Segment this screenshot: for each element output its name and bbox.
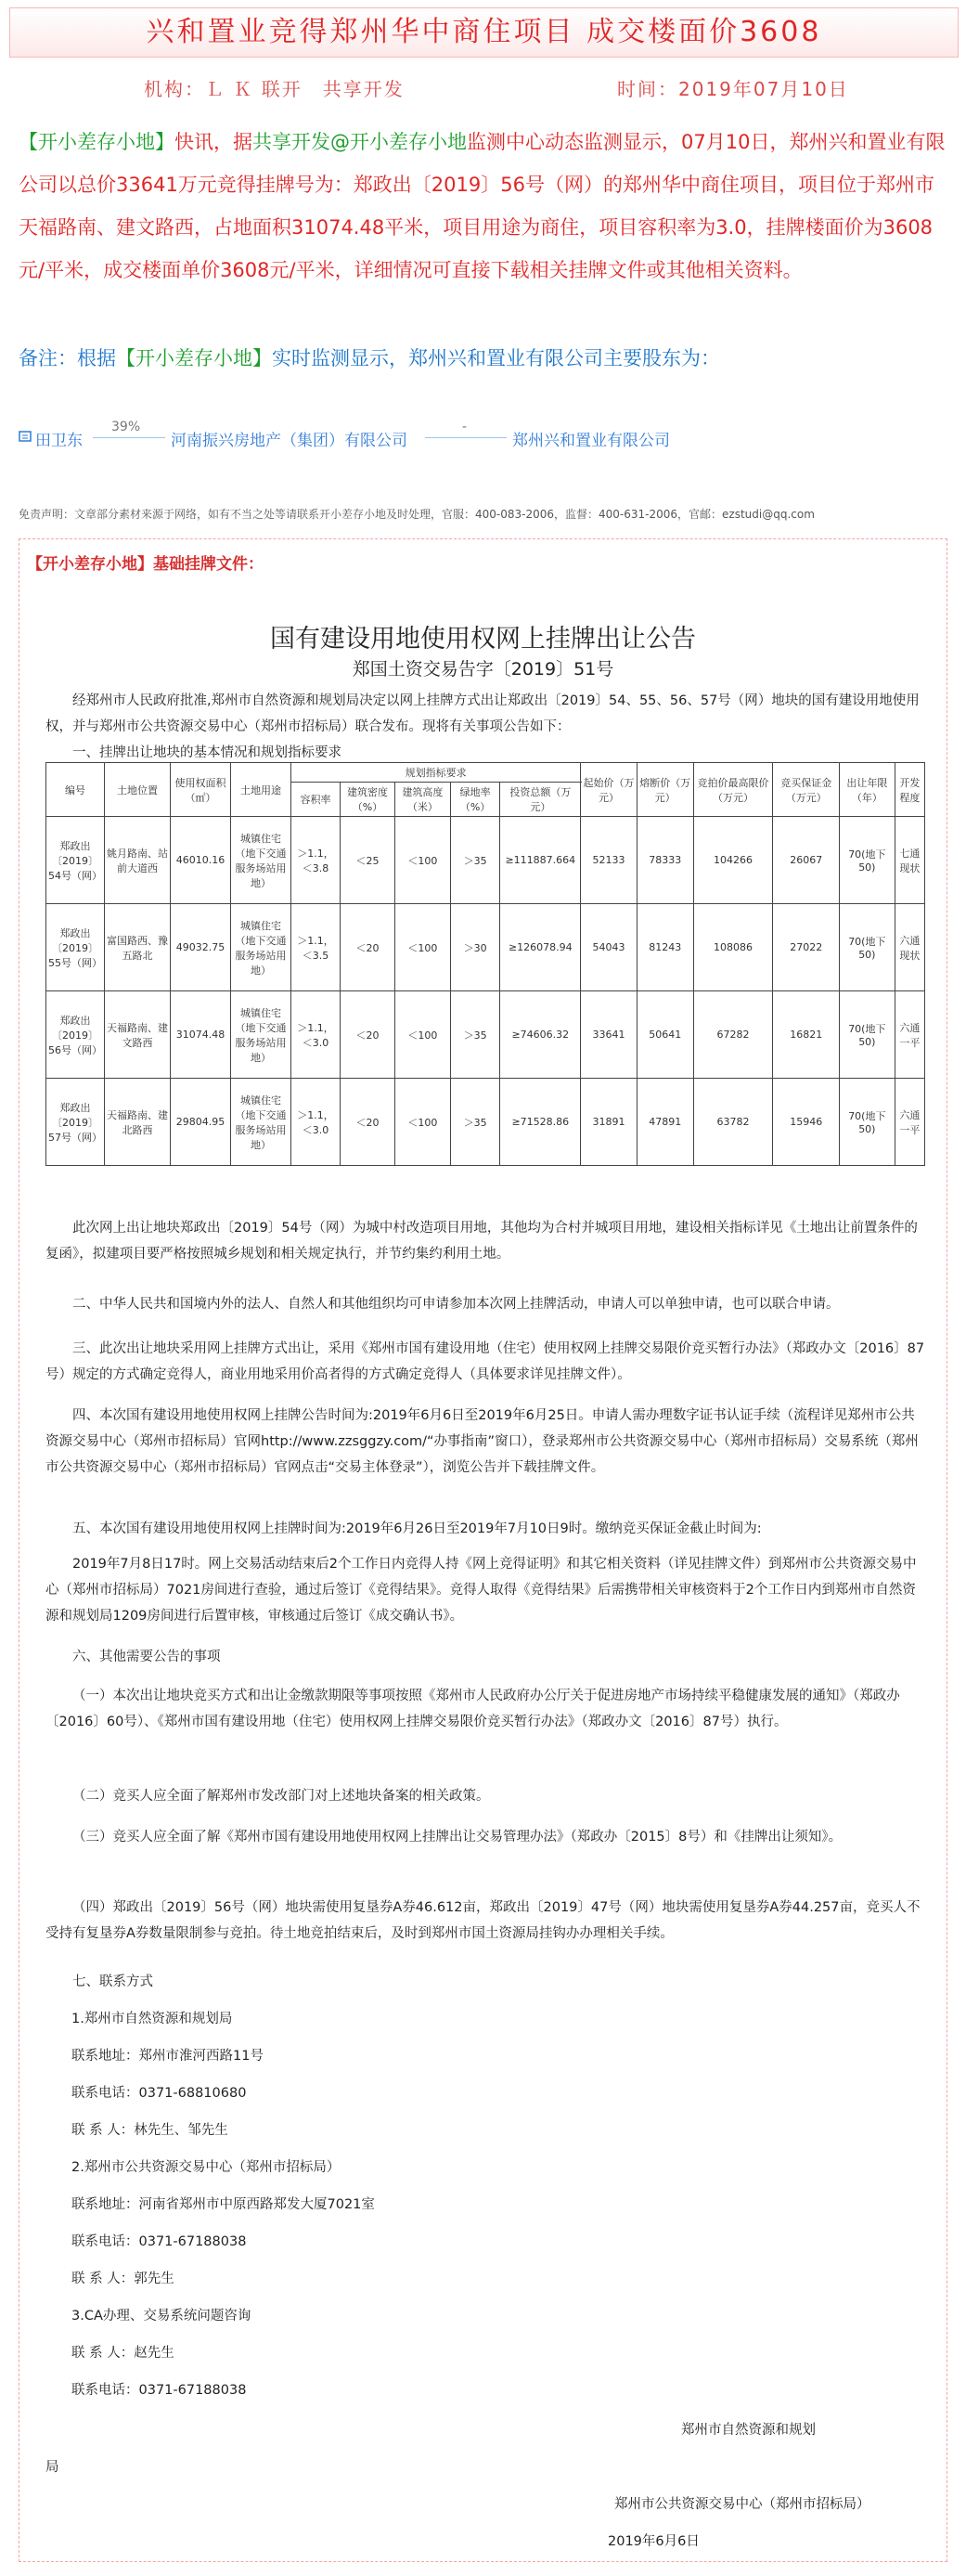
chain-connector: [93, 437, 165, 438]
cell: 郑政出〔2019〕57号（网）: [46, 1079, 105, 1166]
contact-line: 1.郑州市自然资源和规划局: [71, 2012, 233, 2026]
cell: 49032.75: [171, 904, 231, 991]
table-row: [46, 904, 925, 991]
signature-org-2: 郑州市公共资源交易中心（郑州市招标局）: [614, 2497, 870, 2512]
contact-line: 3.CA办理、交易系统问题咨询: [71, 2309, 251, 2324]
share-percent: 39%: [111, 420, 141, 434]
meta-org: 机构：Ｌ Ｋ 联开 共享开发: [144, 78, 405, 100]
signature-org-1: 郑州市自然资源和规划: [681, 2423, 816, 2438]
news-intro: [19, 121, 951, 291]
cell: 城镇住宅（地下交通服务场站用地）: [231, 991, 291, 1079]
cell: 郑政出〔2019〕55号（网）: [46, 904, 105, 991]
cell: 27022: [773, 904, 840, 991]
cell: 六通一平: [895, 1079, 924, 1166]
th-density: 建筑密度（%）: [340, 783, 394, 817]
chain-icon: [19, 429, 32, 447]
th-height: 建筑高度（米）: [395, 783, 451, 817]
cell: 70(地下50): [840, 1079, 895, 1166]
cell: ≥111887.664: [500, 817, 581, 904]
cell: 天福路南、建文路西: [105, 991, 171, 1079]
cell: ＜100: [395, 991, 451, 1079]
cell: 50641: [637, 991, 693, 1079]
doc-paragraph: （三）竞买人应全面了解《郑州市国有建设用地使用权网上挂牌出让交易管理办法》（郑政办〔2015〕8号）和《挂牌出让须知》。: [72, 1830, 843, 1845]
cell: 33641: [581, 991, 638, 1079]
contact-line: 联 系 人：赵先生: [71, 2346, 174, 2361]
doc-paragraph: （四）郑政出〔2019〕56号（网）地块需使用复垦券A券46.612亩，郑政出〔2019〕47号（网）地块需使用复垦券A券44.257亩，竞买人不受持有复垦券A券数量限制参与竞拍。待土地竞拍结束后，及时到郑州市国土资源局挂钩办办理相关手续。: [45, 1900, 921, 1941]
disclaimer: 免责声明：文章部分素材来源于网络，如有不当之处等请联系开小差存小地及时处理，官服：400-083-2006，监督：400-631-2006，官邮：ezstudi@qq.com: [19, 508, 815, 521]
th-area: 使用权面积（㎡）: [171, 763, 231, 817]
th-green: 绿地率（%）: [450, 783, 500, 817]
doc-title: 国有建设用地使用权网上挂牌出让公告: [270, 625, 696, 654]
th-max: 竞拍价最高限价（万元）: [693, 763, 773, 817]
cell: 46010.16: [171, 817, 231, 904]
remark-text-2: 实时监测显示，郑州兴和置业有限公司主要股东为：: [272, 347, 720, 369]
shareholder-company-link[interactable]: 河南振兴房地产（集团）有限公司: [171, 432, 407, 450]
cell: 47891: [637, 1079, 693, 1166]
th-start: 起始价（万元）: [581, 763, 638, 817]
intro-text-1: 快讯，据: [174, 131, 252, 153]
cell: ＞1.1，＜3.5: [291, 904, 341, 991]
headline-banner: 兴和置业竞得郑州华中商住项目 成交楼面价3608: [9, 7, 959, 58]
cell: 81243: [637, 904, 693, 991]
cell: 104266: [693, 817, 773, 904]
cell: 城镇住宅（地下交通服务场站用地）: [231, 904, 291, 991]
th-plan: 规划指标要求: [291, 763, 581, 783]
cell: 31891: [581, 1079, 638, 1166]
cell: 16821: [773, 991, 840, 1079]
cell: 城镇住宅（地下交通服务场站用地）: [231, 817, 291, 904]
table-row: [46, 991, 925, 1079]
chain-connector: [425, 437, 507, 438]
source-link[interactable]: 共享开发@开小差存小地: [252, 131, 467, 153]
cell: 52133: [581, 817, 638, 904]
doc-paragraph: 三、此次出让地块采用网上挂牌方式出让，采用《郑州市国有建设用地（住宅）使用权网上挂牌交易限价竞买暂行办法》（郑政办文〔2016〕87号）规定的方式确定竞得人，商业用地采用价高者得的方式确定竞得人（具体要求详见挂牌文件）。: [45, 1341, 925, 1382]
contact-line: 联 系 人：郭先生: [71, 2272, 174, 2286]
announcement-date: 2019年6月6日: [608, 2534, 700, 2549]
signature-org-1-tail: 局: [45, 2460, 59, 2475]
contact-line: 联系电话：0371-68810680: [71, 2086, 247, 2101]
cell: 78333: [637, 817, 693, 904]
doc-subtitle: 郑国土资交易告字〔2019〕51号: [352, 659, 614, 680]
cell: ≥74606.32: [500, 991, 581, 1079]
parcel-table: [45, 762, 925, 1166]
cell: ＞35: [450, 991, 500, 1079]
brand-tag: 【开小差存小地】: [19, 131, 174, 153]
cell: 城镇住宅（地下交通服务场站用地）: [231, 1079, 291, 1166]
doc-header: 【开小差存小地】基础挂牌文件：: [27, 555, 264, 574]
th-invest: 投资总额（万元）: [500, 783, 581, 817]
doc-paragraph: （二）竞买人应全面了解郑州市发改部门对上述地块备案的相关政策。: [72, 1789, 490, 1804]
section-heading: 一、挂牌出让地块的基本情况和规划指标要求: [72, 745, 341, 760]
target-company-link[interactable]: 郑州兴和置业有限公司: [512, 432, 670, 450]
cell: ＞1.1，＜3.0: [291, 1079, 341, 1166]
contact-line: 联 系 人：林先生、邹先生: [71, 2123, 228, 2138]
doc-paragraph: 2019年7月8日17时。网上交易活动结束后2个工作日内竞得人持《网上竞得证明》和其它相关资料（详见挂牌文件）到郑州市公共资源交易中心（郑州市招标局）7021房间进行查验，通过后签订《竞得结果》。竞得人取得《竞得结果》后需携带相关审核资料于2个工作日内到郑州市自然资源和规划局1209房间进行后置审核，审核通过后签订《成交确认书》。: [45, 1557, 917, 1624]
contact-line: 联系电话：0371-67188038: [71, 2234, 247, 2249]
doc-paragraph: （一）本次出让地块竞买方式和出让金缴款期限等事项按照《郑州市人民政府办公厅关于促进房地产市场持续平稳健康发展的通知》（郑政办〔2016〕60号）、《郑州市国有建设用地（住宅）使用权网上挂牌交易限价竞买暂行办法》（郑政办文〔2016〕87号）执行。: [45, 1689, 900, 1729]
remark-text-1: 备注：根据: [19, 347, 116, 369]
remark: [19, 343, 951, 371]
cell: ＞1.1，＜3.0: [291, 991, 341, 1079]
cell: 15946: [773, 1079, 840, 1166]
th-use: 土地用途: [231, 763, 291, 817]
table-row: [46, 817, 925, 904]
contact-line: 联系地址：郑州市淮河西路11号: [71, 2049, 264, 2064]
cell: ＜20: [340, 904, 394, 991]
cell: ＜25: [340, 817, 394, 904]
cell: 六通一平: [895, 991, 924, 1079]
doc-paragraph: 二、中华人民共和国境内外的法人、自然人和其他组织均可申请参加本次网上挂牌活动，申请人可以单独申请，也可以联合申请。: [72, 1297, 840, 1312]
cell: 郑政出〔2019〕54号（网）: [46, 817, 105, 904]
table-row: [46, 1079, 925, 1166]
cell: ＞35: [450, 1079, 500, 1166]
shareholder-person-link[interactable]: 田卫东: [35, 432, 83, 450]
contact-line: 2.郑州市公共资源交易中心（郑州市招标局）: [71, 2160, 341, 2175]
cell: 31074.48: [171, 991, 231, 1079]
cell: 天福路南、建北路西: [105, 1079, 171, 1166]
th-deposit: 竞买保证金（万元）: [773, 763, 840, 817]
cell: ＜20: [340, 991, 394, 1079]
cell: ＜100: [395, 817, 451, 904]
th-far: 容积率: [291, 783, 341, 817]
cell: 63782: [693, 1079, 773, 1166]
cell: ＜20: [340, 1079, 394, 1166]
cell: 67282: [693, 991, 773, 1079]
cell: 70(地下50): [840, 817, 895, 904]
doc-paragraph: 四、本次国有建设用地使用权网上挂牌公告时间为:2019年6月6日至2019年6月25日。申请人需办理数字证书认证手续（流程详见郑州市公共资源交易中心（郑州市招标局）官网http://www.zzsggzy.com/“办事指南”窗口），登录郑州市公共资源交易中心（郑州市招标局）交易系统（郑州市公共资源交易中心（郑州市招标局）官网点击“交易主体登录”），浏览公告并下载挂牌文件。: [45, 1408, 919, 1475]
cell: 54043: [581, 904, 638, 991]
share-percent-2: -: [462, 420, 468, 434]
cell: ≥126078.94: [500, 904, 581, 991]
cell: 六通现状: [895, 904, 924, 991]
cell: 姚月路南、站前大道西: [105, 817, 171, 904]
doc-paragraph: 此次网上出让地块郑政出〔2019〕54号（网）为城中村改造项目用地，其他均为合村并城项目用地，建设相关指标详见《土地出让前置条件的复函》，拟建项目要严格按照城乡规划和相关规定执行，并节约集约利用土地。: [45, 1221, 918, 1262]
cell: ＞1.1，＜3.8: [291, 817, 341, 904]
cell: 郑政出〔2019〕56号（网）: [46, 991, 105, 1079]
cell: 70(地下50): [840, 904, 895, 991]
th-fuse: 熔断价（万元）: [637, 763, 693, 817]
cell: ＜100: [395, 904, 451, 991]
doc-paragraph: 五、本次国有建设用地使用权网上挂牌时间为:2019年6月26日至2019年7月10日9时。缴纳竞买保证金截止时间为:: [72, 1521, 762, 1536]
cell: ≥71528.86: [500, 1079, 581, 1166]
th-location: 土地位置: [105, 763, 171, 817]
remark-tag: 【开小差存小地】: [116, 347, 272, 369]
meta-time: 时间：2019年07月10日: [617, 78, 849, 100]
th-dev: 开发程度: [895, 763, 924, 817]
doc-paragraph: 经郑州市人民政府批准,郑州市自然资源和规划局决定以网上挂牌方式出让郑政出〔2019〕54、55、56、57号（网）地块的国有建设用地使用权，并与郑州市公共资源交易中心（郑州市招标局）联合发布。现将有关事项公告如下：: [45, 693, 920, 734]
cell: ＞35: [450, 817, 500, 904]
th-years: 出让年限（年）: [840, 763, 895, 817]
cell: 26067: [773, 817, 840, 904]
intro-text-2: 监测中心动态监测显示，07月10日，郑州兴和置业有限公司以总价33641万元竞得挂牌号为：郑政出〔2019〕56号（网）的郑州华中商住项目，项目位于郑州市天福路南、建文路西，占地面积31074.48平米，项目用途为商住，项目容积率为3.0，挂牌楼面价为3608元/平米，成交楼面单价3608元/平米，详细情况可直接下载相关挂牌文件或其他相关资料。: [19, 131, 946, 281]
section-heading: 七、联系方式: [72, 1974, 153, 1989]
contact-line: 联系电话：0371-67188038: [71, 2383, 247, 2398]
cell: 29804.95: [171, 1079, 231, 1166]
cell: 富国路西、豫五路北: [105, 904, 171, 991]
cell: ＜100: [395, 1079, 451, 1166]
announcement-document: [19, 538, 947, 2562]
contact-line: 联系地址：河南省郑州市中原西路郑发大厦7021室: [71, 2197, 375, 2212]
cell: 108086: [693, 904, 773, 991]
section-heading: 六、其他需要公告的事项: [72, 1650, 221, 1664]
cell: 七通现状: [895, 817, 924, 904]
th-id: 编号: [46, 763, 105, 817]
cell: 70(地下50): [840, 991, 895, 1079]
cell: ＞30: [450, 904, 500, 991]
